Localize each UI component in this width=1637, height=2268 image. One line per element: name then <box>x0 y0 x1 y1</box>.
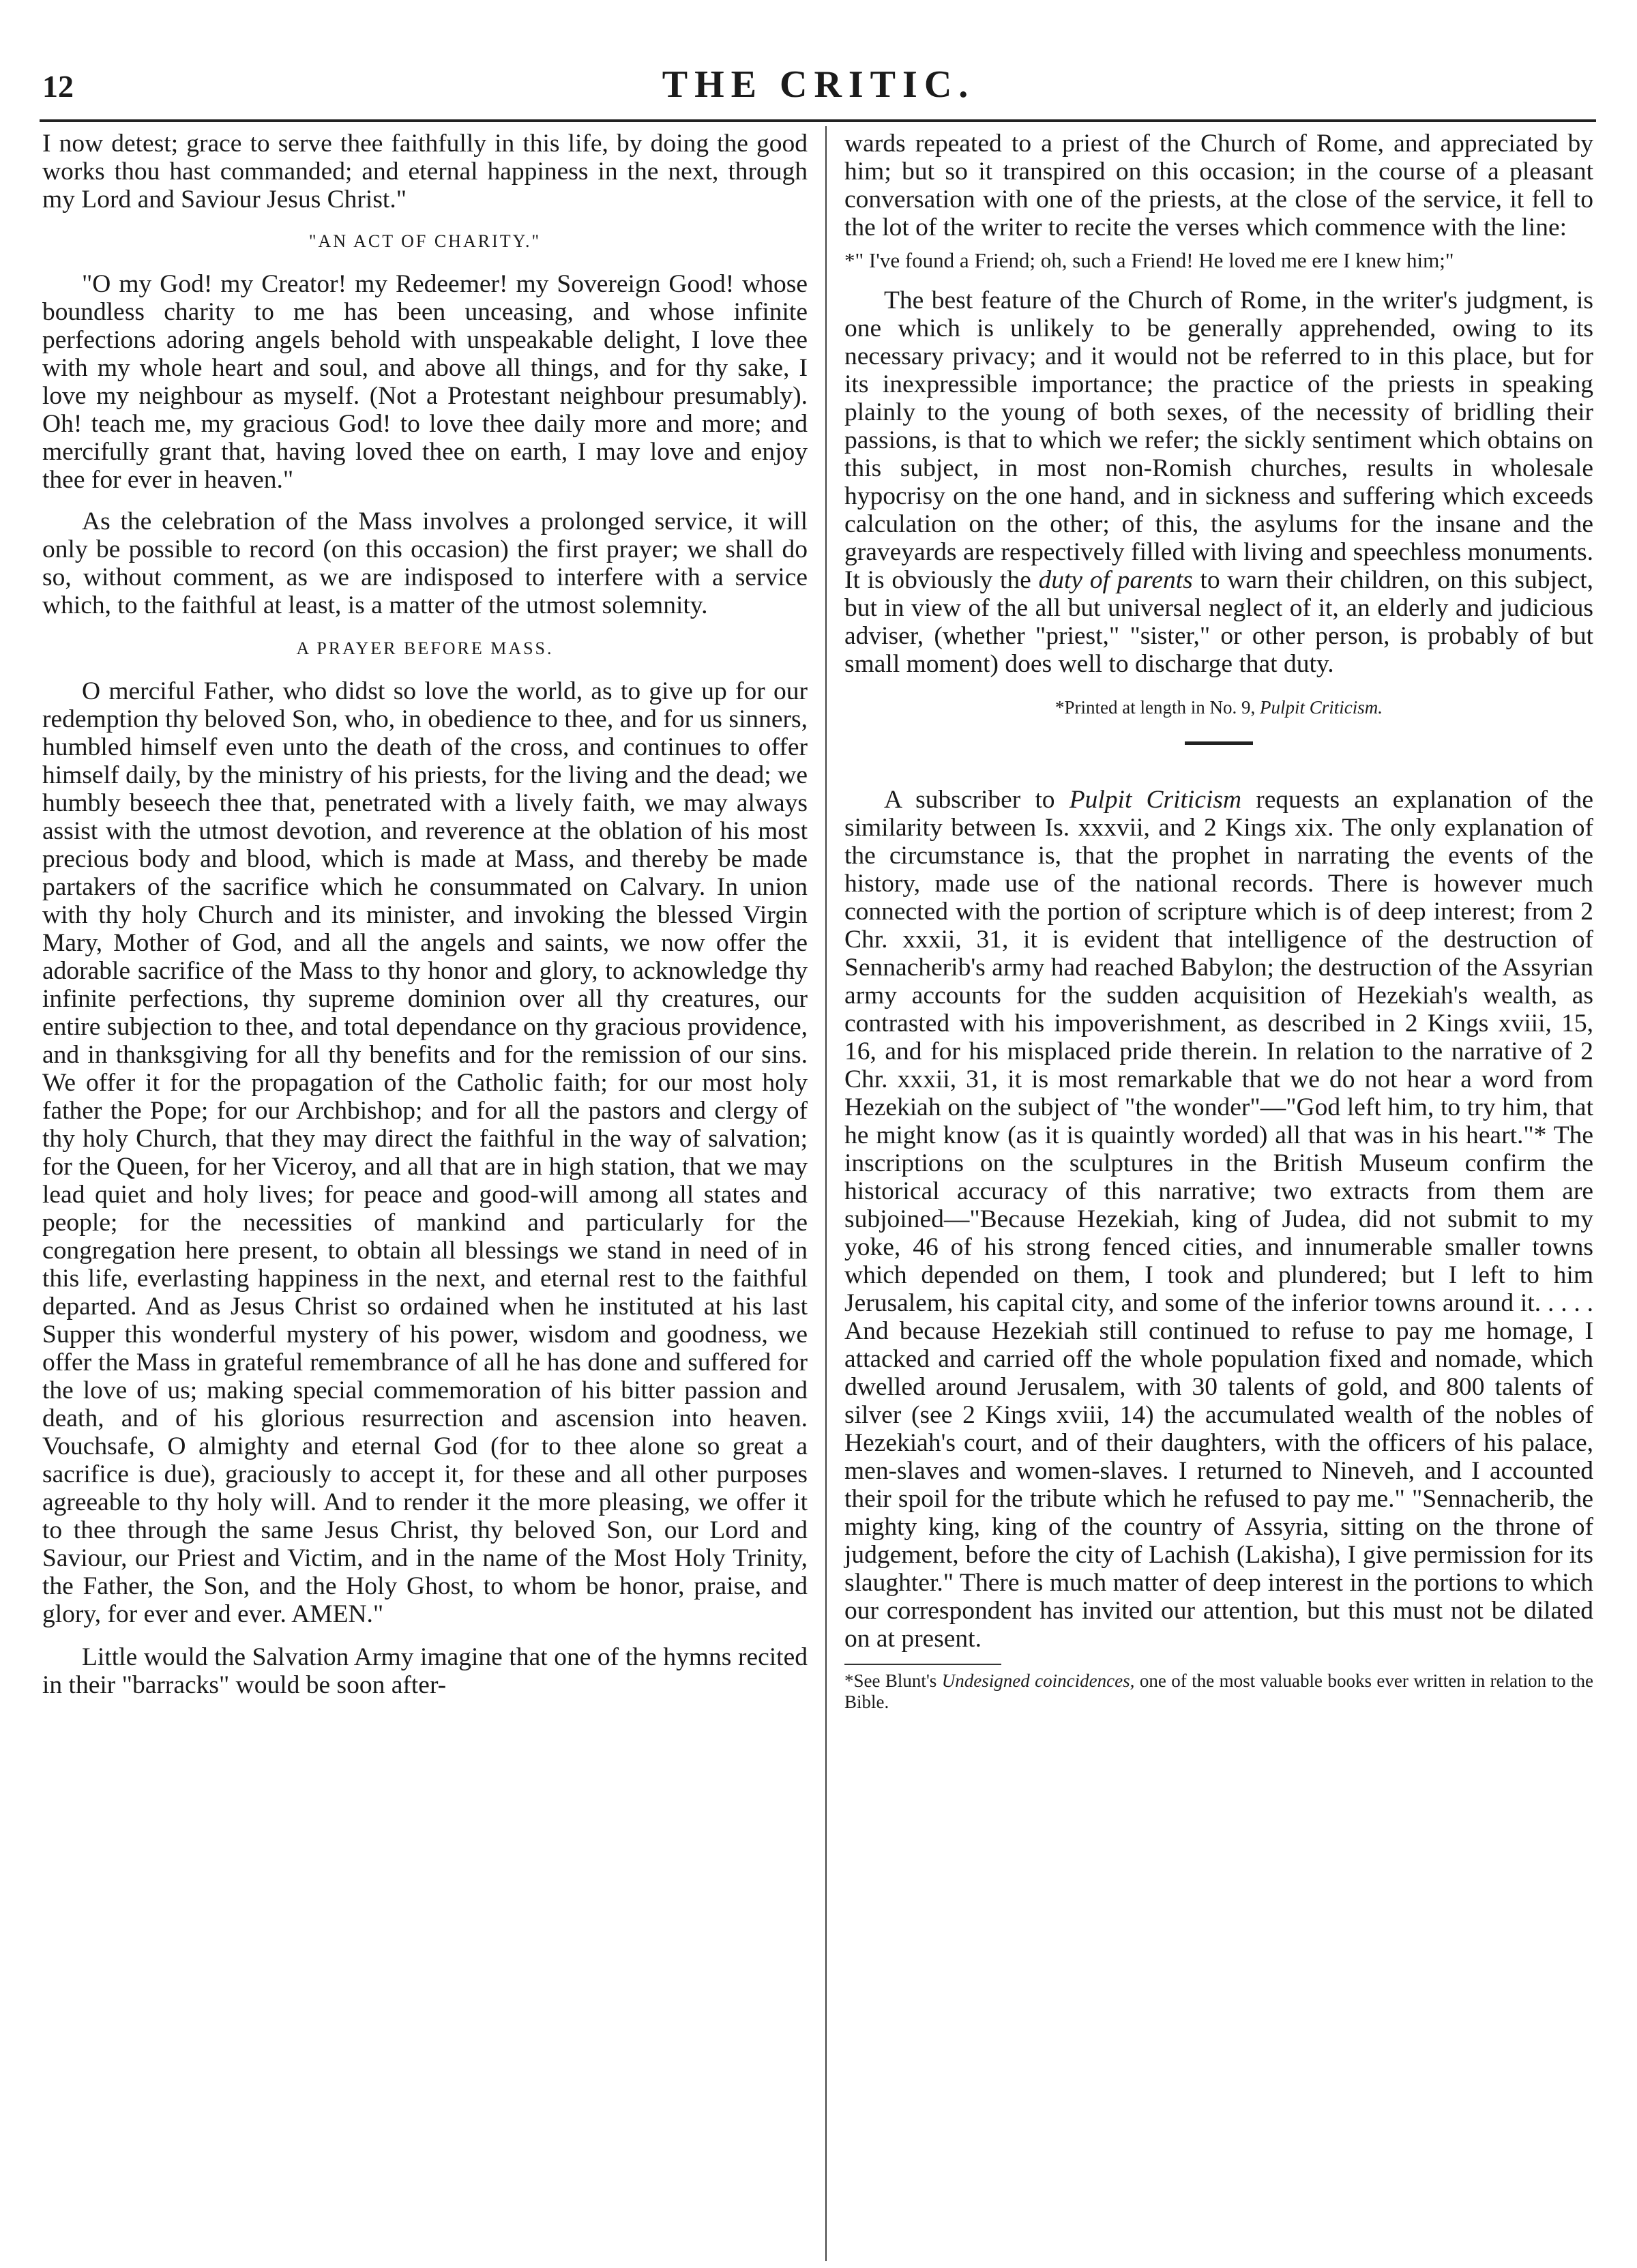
prayer-amen: AMEN." <box>291 1600 384 1628</box>
paragraph-act-of-charity: "O my God! my Creator! my Redeemer! my Sovereign Good! whose boundless charity to me has been unceasing, and whose infinite perfections adoring angels behold with unspeakable delight, I love thee with my whole heart and soul, and above all things, and for thy sake, I love my neighbour as myself. (Not a Protestant neighbour presumably). Oh! teach me, my gracious God! to love thee daily more and more; and mercifully grant that, having loved thee on earth, I may love and enjoy thee for ever in heaven." <box>42 270 808 494</box>
paragraph-confession-end: I now detest; grace to serve thee faithfully in this life, by doing the good works thou hast commanded; and eternal happiness in the next, through my Lord and Saviour Jesus Christ." <box>42 130 808 213</box>
footnote-printed-title: Pulpit Criticism. <box>1259 697 1383 718</box>
section-separator <box>1185 741 1253 745</box>
subscriber-text-start: A subscriber to <box>884 786 1055 814</box>
hymn-verse-quote: *" I've found a Friend; oh, such a Friend! He loved me ere I knew him;" <box>844 248 1454 272</box>
footnote-blunt <box>844 1670 1593 1713</box>
prayer-text: O merciful Father, who didst so love the world, as to give up for our redemption thy beloved Son, who, in obedience to thee, and for us sinners, humbled himself even unto the death of the cross, and continues to offer himself daily, by the ministry of his priests, for the living and the dead; we humbly beseech thee that, penetrated with a lively faith, we may always assist with the utmost devotion, and reverence at the oblation of his most precious body and blood, which is made at Mass, and thereby be made partakers of the sacrifice which he consummated on Calvary. In union with thy holy Church and its minister, and invoking the blessed Virgin Mary, Mother of God, and all the angels and saints, we now offer the adorable sacrifice of the Mass to thy honor and glory, to acknowledge thy infinite perfections, thy supreme dominion over all thy creatures, our entire subjection to thee, and total dependance on thy gracious providence, and in thanksgiving for all thy benefits and for the remission of our sins. We offer it for the propagation of the Catholic faith; for our most holy father the Pope; for our Archbishop; and for all the pastors and clergy of thy holy Church, that they may direct the faithful in the way of salvation; for the Queen, for her Viceroy, and all that are in high station, that we may lead quiet and holy lives; for peace and good-will among all states and people; for the necessities of mankind and particularly for the congregation here present, to obtain all blessings we stand in need of in this life, everlasting happiness in the next, and eternal rest to the faithful departed. And as Jesus Christ so ordained when he instituted at his last Supper this wonderful mystery of his power, wisdom and goodness, we offer the Mass in grateful remembrance of all he has done and suffered for the love of us; making special commemoration of his bitter passion and death, and of his glorious resurrection and ascension into heaven. Vouchsafe, O almighty and eternal God (for to thee alone so great a sacrifice is due), graciously to accept it, for these and all other purposes agreeable to thy holy will. And to render it the more pleasing, we offer it to thee through the same Jesus Christ, thy beloved Son, our Lord and Saviour, our Priest and Victim, and in the name of the Most Holy Trinity, the Father, the Son, and the Holy Ghost, to whom be honor, praise, and glory, for ever and ever. <box>42 677 808 1628</box>
paragraph-best-feature <box>844 286 1593 678</box>
footnote-blunt-title: Undesigned coincidences, <box>941 1670 1135 1691</box>
best-feature-text-start: The best feature of the Church of Rome, in the writer's judgment, is one which is unlikely to be generally apprehended, owing to its necessary privacy; and it would not be referred to in this place, but for its inexpressible importance; the practice of the priests in speaking plainly to the young of both sexes, of the necessity of bridling their passions, is that to which we refer; the sickly sentiment which obtains on this subject, in most non-Romish churches, results in wholesale hypocrisy on the one hand, and in sickness and suffering which exceeds calculation on the other; of this, the asylums for the insane and the graveyards are respectively filled with living and speechless monuments. It is obviously the <box>844 286 1593 594</box>
left-column <box>42 130 808 1699</box>
paragraph-mass-intro: As the celebration of the Mass involves a prolonged service, it will only be possible to record (on this occasion) the first prayer; we shall do so, without comment, as we are indisposed to interfere with a service which, to the faithful at least, is a matter of the utmost solemnity. <box>42 507 808 619</box>
header-rule <box>40 119 1596 122</box>
subscriber-text-body: requests an explanation of the similarity between Is. xxxvii, and 2 Kings xix. The only explanation of the circumstance is, that the prophet in narrating the events of the history, made use of the national records. There is however much connected with the portion of scripture which is of deep interest; from 2 Chr. xxxii, 31, it is evident that intelligence of the destruction of Sennacherib's army had reached Babylon; the destruction of the Assyrian army accounts for the sudden acquisition of Hezekiah's wealth, as contrasted with his impoverishment, as described in 2 Kings xviii, 15, 16, and for his misplaced pride therein. In relation to the narrative of 2 Chr. xxxii, 31, it is most remarkable that we do not hear a word from Hezekiah on the subject of "the wonder"—"God left him, to try him, that he might know (as it is quaintly worded) all that was in his heart."* The inscriptions on the sculptures in the British Museum confirm the historical accuracy of this narrative; two extracts from them are subjoined—"Because Hezekiah, king of Judea, did not submit to my yoke, 46 of his strong fenced cities, and innumerable smaller towns which depended on them, I took and plundered; but I left to him Jerusalem, his capital city, and some of the inferior towns around it. . . . . And because Hezekiah still continued to refuse to pay me homage, I attacked and carried off the whole population fixed and nomade, which dwelled around Jerusalem, with 30 talents of gold, and 800 talents of silver (see 2 Kings xviii, 14) the accumulated wealth of the nobles of Hezekiah's court, and of their daughters, with the officers of his palace, men-slaves and women-slaves. I returned to Nineveh, and I accounted their spoil for the tribute which he refused to pay me." "Sennacherib, the mighty king, king of the country of Assyria, sitting on the throne of judgement, before the city of Lachish (Lakisha), I give permission for its slaughter." There is much matter of deep interest in the portions to which our correspondent has invited our attention, but this must not be dilated on at present. <box>844 786 1594 1653</box>
paragraph-subscriber-question <box>844 786 1593 1653</box>
footnote-printed-at-length <box>844 697 1593 718</box>
paragraph-salvation-army: Little would the Salvation Army imagine that one of the hymns recited in their "barracks" would be soon after- <box>42 1643 808 1699</box>
footnote-rule <box>844 1664 1001 1665</box>
footnote-blunt-end: one of the most valuable books ever written in relation to the Bible. <box>844 1670 1594 1712</box>
best-feature-text-end: to warn their children, on this subject, but in view of the all but universal neglect of it, an elderly and judicious adviser, (whether "priest," "sister," or other person, is probably of but small moment) does well to discharge that duty. <box>844 566 1593 678</box>
footnote-blunt-start: *See Blunt's <box>844 1670 937 1691</box>
right-column <box>844 130 1593 1713</box>
masthead-title: THE CRITIC. <box>662 63 975 106</box>
subscriber-title-emphasis: Pulpit Criticism <box>1069 786 1242 814</box>
paragraph-hymn-continued: wards repeated to a priest of the Church of Rome, and appreciated by him; but so it transpired on this occasion; in the course of a pleasant conversation with one of the priests, at the close of the service, it fell to the lot of the writer to recite the verses which commence with the line: <box>844 130 1593 241</box>
best-feature-emphasis: duty of parents <box>1038 566 1193 594</box>
footnote-printed-text: *Printed at length in No. 9, <box>1055 697 1256 718</box>
heading-act-of-charity: "AN ACT OF CHARITY." <box>308 231 542 251</box>
page-number: 12 <box>42 69 74 104</box>
column-divider <box>825 126 827 2261</box>
heading-prayer-before-mass: A PRAYER BEFORE MASS. <box>296 638 554 658</box>
paragraph-prayer-before-mass <box>42 677 808 1628</box>
